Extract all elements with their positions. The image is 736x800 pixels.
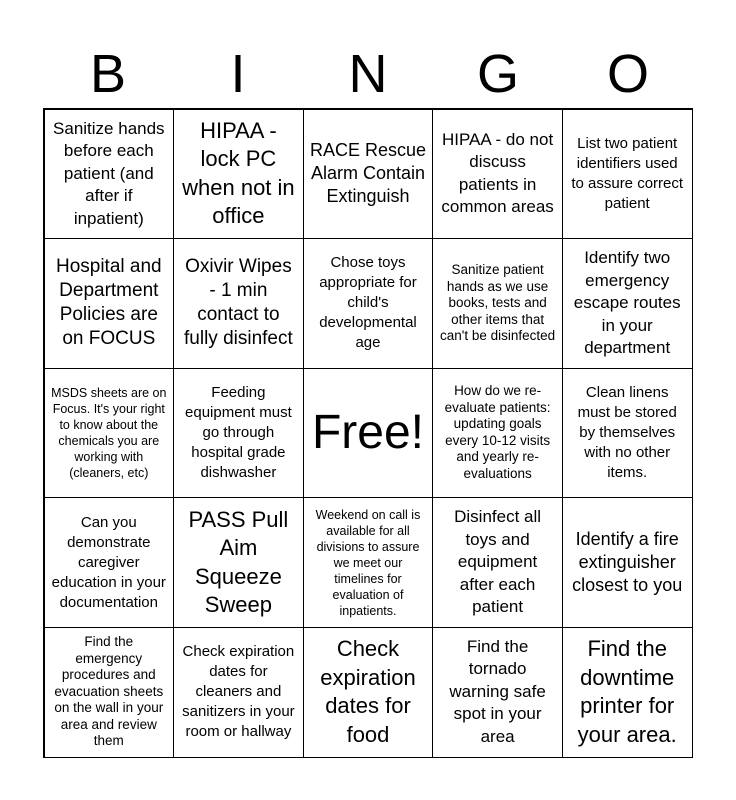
bingo-cell[interactable] [44, 627, 175, 758]
cell-text: HIPAA - do not discuss patients in common areas [441, 129, 554, 217]
bingo-cell[interactable] [432, 109, 563, 240]
free-space[interactable] [303, 368, 434, 499]
cell-text: Identify a fire extinguisher closest to you [572, 529, 683, 596]
bingo-cell[interactable] [562, 368, 693, 499]
bingo-cell[interactable] [432, 497, 563, 628]
header-letter-o: O [606, 44, 649, 104]
bingo-cell[interactable] [432, 238, 563, 369]
bingo-cell[interactable] [44, 368, 175, 499]
cell-text: Check expiration dates for food [320, 636, 416, 747]
bingo-cell[interactable] [303, 627, 434, 758]
bingo-cell[interactable] [432, 627, 563, 758]
bingo-cell[interactable] [173, 497, 304, 628]
bingo-cell[interactable] [173, 238, 304, 369]
cell-text: Feeding equipment must go through hospital grade dishwasher [185, 383, 292, 481]
cell-text: HIPAA - lock PC when not in office [182, 117, 295, 229]
cell-text: RACE Rescue Alarm Contain Extinguish [309, 140, 427, 207]
cell-text: Check expiration dates for cleaners and sanitizers in your room or hallway [182, 643, 295, 741]
bingo-cell[interactable] [173, 109, 304, 240]
cell-text: Can you demonstrate caregiver education in your documentation [51, 513, 166, 611]
bingo-cell[interactable] [562, 627, 693, 758]
cell-text: How do we re-evaluate patients: updating goals every 10-12 visits and yearly re-evaluations [444, 383, 551, 481]
bingo-cell[interactable] [303, 497, 434, 628]
cell-text: Find the downtime printer for your area. [577, 636, 677, 747]
cell-text: Oxivir Wipes - 1 min contact to fully disinfect [184, 256, 293, 350]
cell-text: Identify two emergency escape routes in your department [573, 248, 681, 358]
bingo-cell[interactable] [562, 238, 693, 369]
bingo-cell[interactable] [562, 497, 693, 628]
cell-text: Find the tornado warning safe spot in your area [449, 636, 546, 746]
cell-text: MSDS sheets are on Focus. It's your right to know about the chemicals you are working with (cleaners, etc) [51, 385, 167, 480]
header-letter-b: B [89, 44, 127, 104]
bingo-cell[interactable] [562, 109, 693, 240]
header-letter-i: I [230, 44, 246, 104]
bingo-cell[interactable] [173, 627, 304, 758]
bingo-cell[interactable] [173, 368, 304, 499]
bingo-cell[interactable] [44, 109, 175, 240]
bingo-cell[interactable] [303, 109, 434, 240]
header-letter-n: N [348, 44, 388, 104]
bingo-cell[interactable] [44, 238, 175, 369]
cell-text: List two patient identifiers used to assure correct patient [571, 134, 684, 212]
header-letter-g: G [476, 44, 519, 104]
free-space-text: Free! [311, 405, 424, 459]
bingo-card-grid [43, 108, 693, 758]
cell-text: Hospital and Department Policies are on FOCUS [55, 256, 162, 350]
bingo-cell[interactable] [432, 368, 563, 499]
cell-text: Chose toys appropriate for child's developmental age [319, 254, 417, 352]
cell-text: Clean linens must be stored by themselves with no other items. [577, 383, 677, 481]
bingo-cell[interactable] [303, 238, 434, 369]
cell-text: PASS Pull Aim Squeeze Sweep [188, 506, 289, 618]
bingo-cell[interactable] [44, 497, 175, 628]
cell-text: Disinfect all toys and equipment after each patient [454, 507, 542, 617]
cell-text: Sanitize hands before each patient (and after if inpatient) [53, 118, 165, 228]
cell-text: Sanitize patient hands as we use books, tests and other items that can't be disinfected [440, 262, 556, 344]
cell-text: Weekend on call is available for all divisions to assure we meet our timelines for evaluation of inpatients. [315, 507, 421, 618]
bingo-header [43, 40, 693, 108]
cell-text: Find the emergency procedures and evacuation sheets on the wall in your area and review them [54, 634, 164, 749]
